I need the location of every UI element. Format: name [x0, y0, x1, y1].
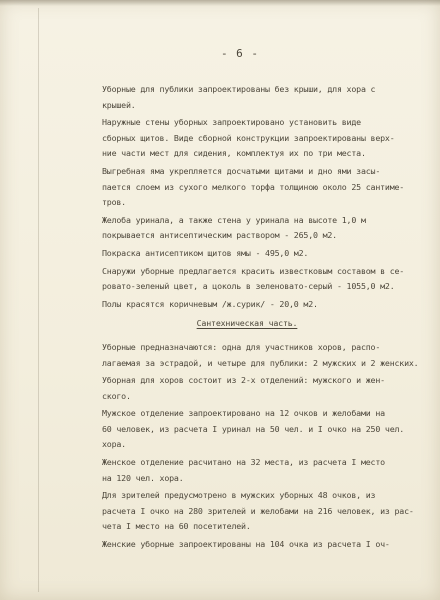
text-line: крышей. [102, 99, 136, 110]
text-line: 60 человек, из расчета I уринал на 50 чел. и I очко на 250 чел. [102, 423, 405, 434]
paragraph [102, 115, 395, 162]
text-line: пается слоем из сухого мелкого торфа толщиною около 25 сантиме- [102, 181, 405, 192]
text-line: Уборные предназначаются: одна для участников хоров, распо- [102, 341, 381, 352]
document-body [102, 82, 419, 553]
text-line: Выгребная яма укрепляется досчатыми щитами и дно ями засы- [102, 165, 381, 176]
text-line: ние части мест для сидения, комплектуя их по три места. [102, 148, 366, 159]
section-general [102, 82, 405, 312]
text-line: ского. [102, 390, 131, 401]
text-line: тров. [102, 197, 126, 208]
text-line: Уборная для хоров состоит из 2-х отделений: мужского и жен- [102, 375, 385, 386]
paragraph [102, 264, 405, 295]
text-line: Покраска антисептиком щитов ямы - 495,0 м2. [102, 247, 309, 258]
text-line: Полы красятся коричневым /ж.сурик/ - 20,0 м2. [102, 298, 318, 309]
text-line: Мужское отделение запроектировано на 12 очков и желобами на [102, 408, 385, 419]
paragraph [102, 537, 392, 553]
section-heading [102, 316, 392, 332]
paragraph [102, 297, 392, 313]
text-line: Для зрителей предусмотрено в мужских уборных 48 очков, из [102, 490, 376, 501]
paragraph [102, 82, 392, 113]
paragraph [102, 488, 414, 535]
text-line: расчета I очко на 280 зрителей и желобами на 216 человек, из рас- [102, 505, 414, 516]
page-number: - 6 - [220, 47, 260, 60]
text-line: Женские уборные запроектированы на 104 очка из расчета I оч- [102, 539, 390, 550]
section-heading-text: Сантехническая часть. [196, 318, 298, 329]
text-line: сборных щитов. Виде сборной конструкции запроектированы верх- [102, 132, 395, 143]
text-line: ровато-зеленый цвет, а цоколь в зеленовато-серый - 1055,0 м2. [102, 281, 395, 292]
paragraph [102, 455, 392, 486]
paragraph [102, 246, 392, 262]
text-line: Женское отделение расчитано на 32 места, из расчета I место [102, 457, 385, 468]
section-sanitary [102, 340, 419, 553]
text-line: Желоба уринала, а также стена у уринала на высоте 1,0 м [102, 214, 366, 225]
page-edge-shadow [0, 0, 440, 6]
text-line: чета I место на 60 посетителей. [102, 521, 251, 532]
paragraph [102, 373, 392, 404]
text-line: Наружные стены уборных запроектировано установить виде [102, 117, 361, 128]
paragraph [102, 406, 405, 453]
text-line: на 120 чел. хора. [102, 472, 184, 483]
text-line: покрывается антисептическим раствором - 265,0 м2. [102, 230, 337, 241]
text-line: хора. [102, 439, 126, 450]
paragraph [102, 213, 392, 244]
text-line: Снаружи уборные предлагается красить известковым составом в се- [102, 265, 405, 276]
margin-line [38, 8, 39, 592]
text-line: лагаемая за эстрадой, и четыре для публики: 2 мужских и 2 женских. [102, 357, 419, 368]
paragraph [102, 164, 405, 211]
paragraph [102, 340, 419, 371]
text-line: Уборные для публики запроектированы без крыши, для хора с [102, 84, 376, 94]
